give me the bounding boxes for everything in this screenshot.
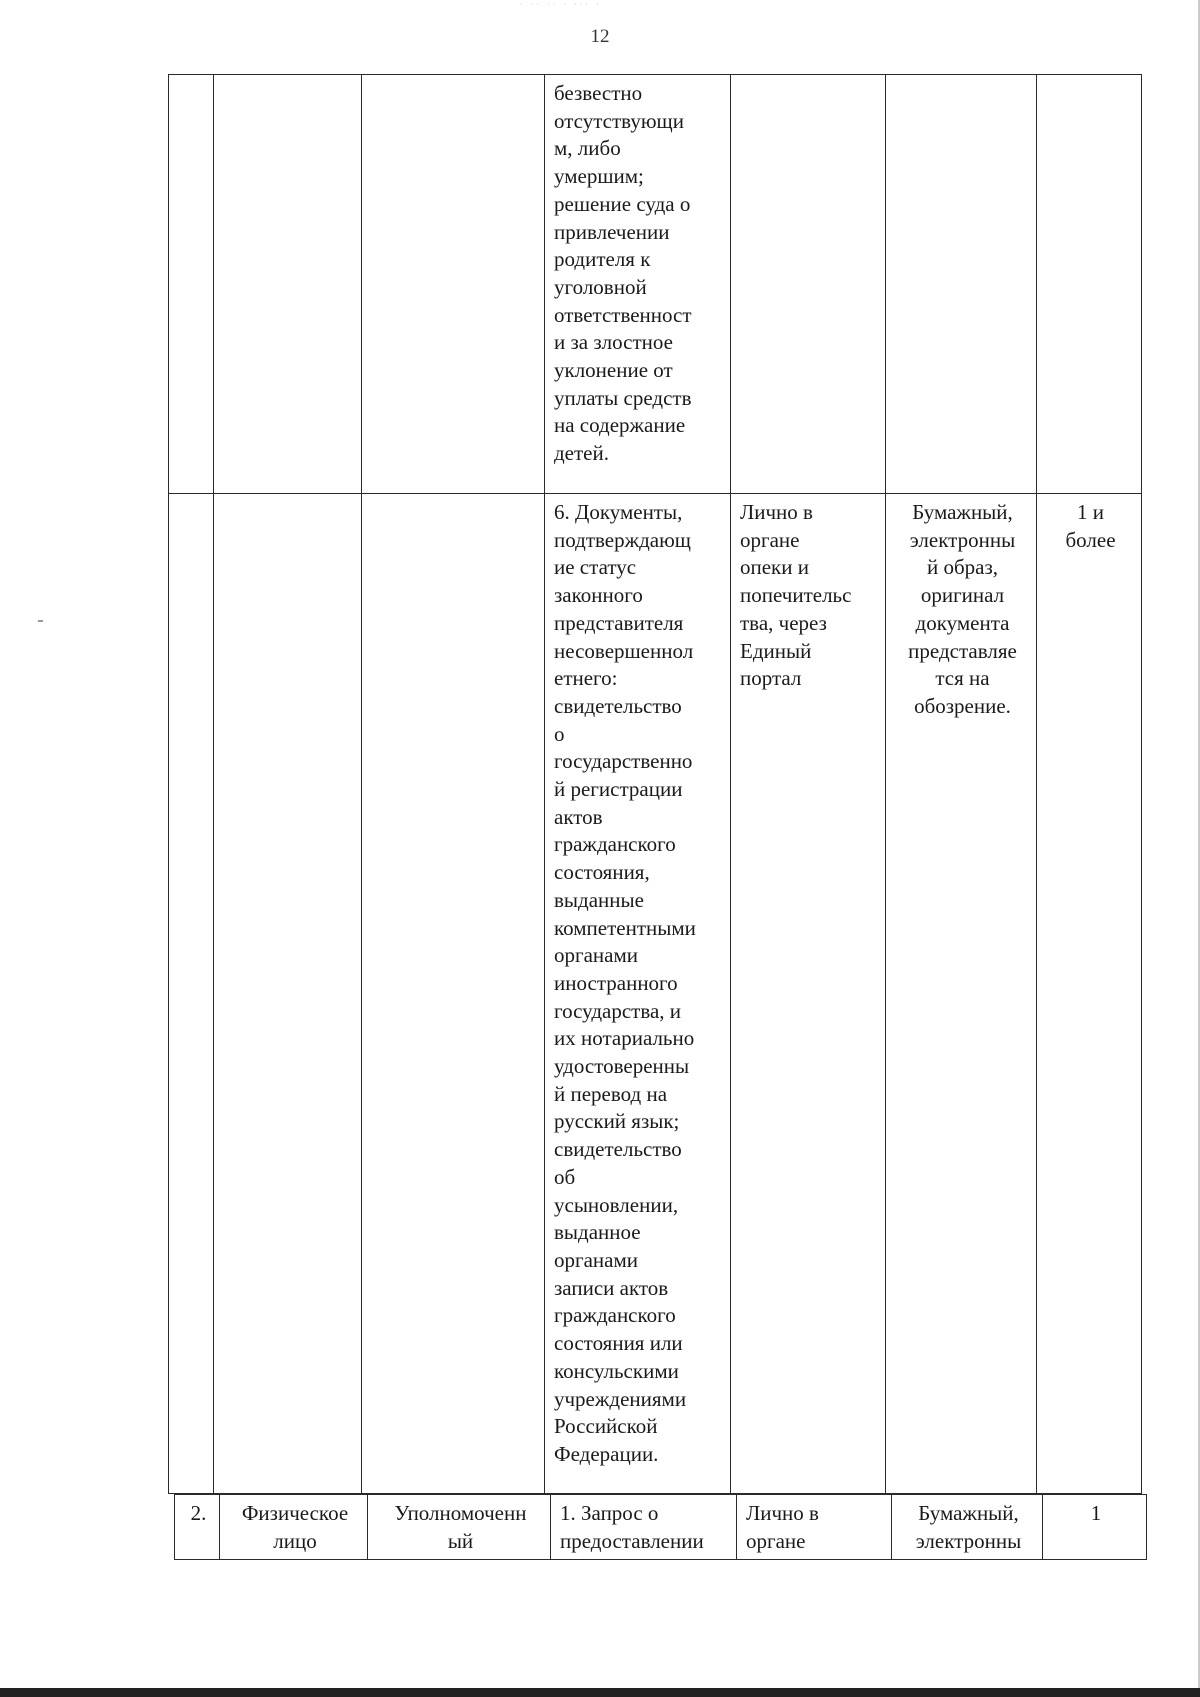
requirements-table	[168, 74, 1142, 1494]
cell-count: 1	[1043, 1495, 1147, 1560]
cell-category	[214, 75, 362, 494]
cell-number: 2.	[175, 1495, 220, 1560]
table-row	[169, 75, 1142, 494]
cell-category: Физическое лицо	[220, 1495, 368, 1560]
cell-representative	[362, 75, 545, 494]
cell-category	[214, 494, 362, 1494]
cell-document-text: безвестно отсутствующи м, либо умершим; решение суда о привлечении родителя к уголовной ответственност и за злостное уклонение от уплаты средств на содержание детей.	[545, 75, 731, 494]
cell-representative	[362, 494, 545, 1494]
page-number: 12	[590, 26, 610, 47]
cell-method: Лично в органе	[737, 1495, 892, 1560]
cell-method: Лично в органе опеки и попечительс тва, через Единый портал	[731, 494, 886, 1494]
cell-document-text: 1. Запрос о предоставлении	[551, 1495, 737, 1560]
requirements-table-next-row	[174, 1494, 1147, 1560]
cell-count: 1 и более	[1037, 494, 1142, 1494]
cell-number	[169, 75, 214, 494]
cell-method	[731, 75, 886, 494]
cell-document-text: 6. Документы, подтверждающ ие статус законного представителя несовершеннол етнего: свидетельство о государственно й регистрации актов гражданского состояния, выданные компетентными органами иностранного государства, и их нотариально удостоверенны й перевод на русский язык; свидетельство об усыновлении, выданное органами записи актов гражданского состояния или консульскими учреждениями Российской Федерации.	[545, 494, 731, 1494]
cell-form	[886, 75, 1037, 494]
table-row	[175, 1495, 1147, 1560]
cell-count	[1037, 75, 1142, 494]
cell-form: Бумажный, электронны	[892, 1495, 1043, 1560]
cell-number	[169, 494, 214, 1494]
table-row	[169, 494, 1142, 1494]
cell-representative: Уполномоченн ый	[368, 1495, 551, 1560]
cell-form: Бумажный, электронны й образ, оригинал документа представляе тся на обозрение.	[886, 494, 1037, 1494]
scan-bottom-border	[0, 1688, 1200, 1697]
scan-artifact: · ·· ·· · ··· ·	[520, 0, 602, 8]
scan-speck	[38, 620, 43, 622]
